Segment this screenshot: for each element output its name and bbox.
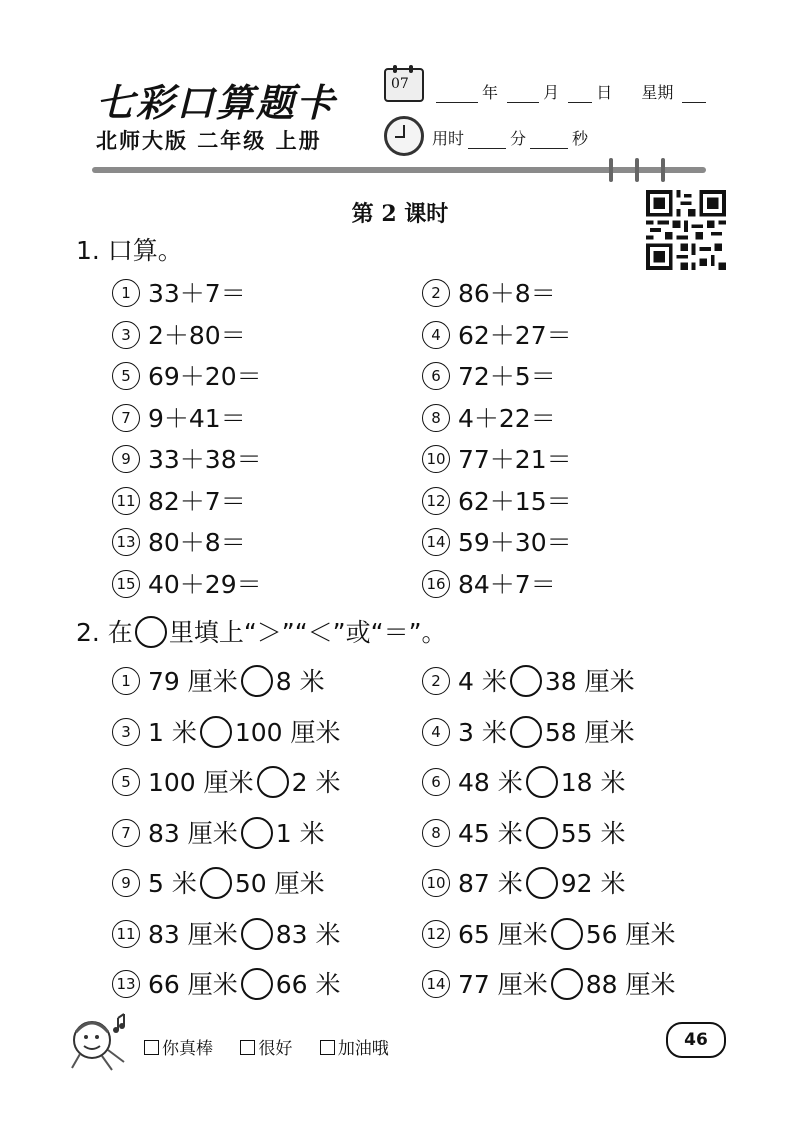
section-2-heading-pre: 2. 在 bbox=[76, 618, 133, 647]
answer-circle[interactable] bbox=[241, 968, 273, 1000]
right-quantity: 56 厘米 bbox=[585, 919, 676, 949]
right-quantity: 38 厘米 bbox=[544, 667, 635, 696]
right-quantity: 92 米 bbox=[560, 869, 626, 898]
oral-calc-item bbox=[422, 482, 572, 518]
minutes-label: 分 bbox=[510, 129, 527, 148]
right-quantity: 18 米 bbox=[560, 768, 626, 797]
answer-circle[interactable] bbox=[200, 716, 232, 748]
item-number: 13 bbox=[112, 970, 140, 998]
oral-calc-item bbox=[112, 565, 262, 601]
oral-calc-item bbox=[112, 357, 262, 393]
item-number: 13 bbox=[112, 528, 140, 556]
right-quantity: 58 厘米 bbox=[544, 717, 635, 747]
item-number: 5 bbox=[112, 768, 140, 796]
expression: 80＋8＝ bbox=[148, 528, 246, 557]
oral-calc-item bbox=[422, 357, 556, 393]
right-quantity: 66 米 bbox=[275, 970, 341, 999]
oral-calc-item bbox=[112, 440, 262, 476]
item-number: 7 bbox=[112, 819, 140, 847]
answer-circle[interactable] bbox=[526, 817, 558, 849]
answer-circle[interactable] bbox=[241, 665, 273, 697]
expression: 4＋22＝ bbox=[458, 403, 556, 433]
compare-item bbox=[112, 763, 341, 800]
right-quantity: 1 米 bbox=[275, 818, 325, 848]
expression: 84＋7＝ bbox=[458, 569, 556, 599]
left-quantity: 3 米 bbox=[458, 717, 507, 747]
blank-circle-icon bbox=[135, 616, 167, 648]
oral-calc-item bbox=[112, 399, 246, 435]
expression: 72＋5＝ bbox=[458, 362, 556, 391]
oral-calc-item bbox=[112, 523, 246, 559]
answer-circle[interactable] bbox=[200, 867, 232, 899]
lesson-title: 第 2 课时 bbox=[351, 201, 449, 227]
oral-calc-item bbox=[112, 274, 246, 310]
item-number: 10 bbox=[422, 869, 450, 897]
item-number: 12 bbox=[422, 487, 450, 515]
time-used-label: 用时 bbox=[432, 129, 465, 148]
compare-item bbox=[112, 864, 325, 901]
compare-item bbox=[112, 814, 325, 851]
left-quantity: 4 米 bbox=[458, 667, 507, 696]
right-quantity: 8 米 bbox=[275, 667, 325, 696]
calendar-icon bbox=[384, 68, 424, 102]
calendar-number: 07 bbox=[391, 76, 409, 92]
item-number: 1 bbox=[112, 279, 140, 307]
header-divider bbox=[92, 167, 706, 173]
compare-item bbox=[422, 763, 626, 800]
item-number: 2 bbox=[422, 279, 450, 307]
compare-item bbox=[422, 915, 676, 952]
compare-item bbox=[112, 713, 341, 750]
oral-calc-item bbox=[112, 316, 246, 352]
compare-item bbox=[422, 864, 626, 901]
left-quantity: 83 厘米 bbox=[148, 818, 238, 848]
answer-circle[interactable] bbox=[526, 867, 558, 899]
right-quantity: 55 米 bbox=[560, 818, 626, 848]
boy-mascot-illustration bbox=[62, 1010, 140, 1072]
item-number: 8 bbox=[422, 404, 450, 432]
answer-circle[interactable] bbox=[257, 766, 289, 798]
item-number: 8 bbox=[422, 819, 450, 847]
compare-item bbox=[422, 814, 626, 851]
item-number: 14 bbox=[422, 970, 450, 998]
year-label: 年 bbox=[482, 83, 499, 102]
item-number: 3 bbox=[112, 718, 140, 746]
answer-circle[interactable] bbox=[241, 918, 273, 950]
expression: 33＋7＝ bbox=[148, 279, 246, 308]
item-number: 5 bbox=[112, 362, 140, 390]
weekday-label: 星期 bbox=[641, 83, 674, 102]
rating-label: 加油哦 bbox=[337, 1039, 389, 1059]
clock-icon bbox=[384, 116, 424, 156]
left-quantity: 66 厘米 bbox=[148, 970, 238, 999]
expression: 69＋20＝ bbox=[148, 362, 262, 391]
item-number: 15 bbox=[112, 570, 140, 598]
expression: 77＋21＝ bbox=[458, 445, 572, 474]
item-number: 6 bbox=[422, 768, 450, 796]
expression: 2＋80＝ bbox=[148, 320, 246, 350]
left-quantity: 83 厘米 bbox=[148, 919, 238, 949]
answer-circle[interactable] bbox=[510, 716, 542, 748]
item-number: 10 bbox=[422, 445, 450, 473]
item-number: 12 bbox=[422, 920, 450, 948]
item-number: 9 bbox=[112, 869, 140, 897]
right-quantity: 88 厘米 bbox=[585, 970, 676, 999]
divider-knot bbox=[661, 158, 665, 182]
item-number: 11 bbox=[112, 487, 140, 515]
rating-option[interactable] bbox=[240, 1039, 292, 1059]
left-quantity: 45 米 bbox=[458, 818, 523, 848]
compare-item bbox=[422, 965, 676, 1002]
answer-circle[interactable] bbox=[526, 766, 558, 798]
right-quantity: 2 米 bbox=[291, 768, 341, 797]
left-quantity: 48 米 bbox=[458, 768, 523, 797]
left-quantity: 1 米 bbox=[148, 717, 197, 747]
time-line bbox=[432, 126, 588, 149]
left-quantity: 5 米 bbox=[148, 869, 197, 898]
item-number: 14 bbox=[422, 528, 450, 556]
expression: 82＋7＝ bbox=[148, 486, 246, 516]
expression: 40＋29＝ bbox=[148, 569, 262, 599]
item-number: 4 bbox=[422, 718, 450, 746]
left-quantity: 79 厘米 bbox=[148, 667, 238, 696]
answer-circle[interactable] bbox=[241, 817, 273, 849]
compare-item bbox=[422, 662, 635, 699]
divider-knot bbox=[609, 158, 613, 182]
section-2-heading bbox=[76, 613, 447, 650]
right-quantity: 50 厘米 bbox=[234, 869, 325, 898]
item-number: 6 bbox=[422, 362, 450, 390]
divider-knot bbox=[635, 158, 639, 182]
brand-title: 七彩口算题卡 bbox=[96, 80, 337, 125]
rating-option[interactable] bbox=[320, 1039, 389, 1059]
checkbox-icon[interactable] bbox=[240, 1040, 255, 1055]
rating-option[interactable] bbox=[144, 1039, 213, 1059]
expression: 62＋15＝ bbox=[458, 486, 572, 516]
oral-calc-item bbox=[422, 274, 556, 310]
right-quantity: 100 厘米 bbox=[234, 717, 341, 747]
oral-calc-item bbox=[422, 399, 556, 435]
expression: 9＋41＝ bbox=[148, 403, 246, 433]
left-quantity: 100 厘米 bbox=[148, 768, 254, 797]
left-quantity: 87 米 bbox=[458, 869, 523, 898]
page-number: 46 bbox=[666, 1022, 726, 1058]
item-number: 7 bbox=[112, 404, 140, 432]
item-number: 4 bbox=[422, 321, 450, 349]
expression: 86＋8＝ bbox=[458, 279, 556, 308]
section-2-heading-post: 里填上“＞”“＜”或“＝”。 bbox=[168, 618, 447, 647]
expression: 33＋38＝ bbox=[148, 445, 262, 474]
oral-calc-item bbox=[422, 523, 572, 559]
checkbox-icon[interactable] bbox=[144, 1040, 159, 1055]
item-number: 11 bbox=[112, 920, 140, 948]
item-number: 9 bbox=[112, 445, 140, 473]
rating-label: 你真棒 bbox=[162, 1039, 213, 1059]
rating-label: 很好 bbox=[258, 1039, 293, 1059]
oral-calc-item bbox=[112, 482, 246, 518]
compare-item bbox=[112, 965, 341, 1002]
self-rating bbox=[144, 1034, 411, 1059]
compare-item bbox=[422, 713, 635, 750]
left-quantity: 65 厘米 bbox=[458, 919, 548, 949]
month-label: 月 bbox=[543, 83, 560, 102]
compare-item bbox=[112, 662, 325, 699]
date-line bbox=[432, 80, 710, 103]
oral-calc-item bbox=[422, 440, 572, 476]
item-number: 3 bbox=[112, 321, 140, 349]
right-quantity: 83 米 bbox=[275, 919, 341, 949]
item-number: 16 bbox=[422, 570, 450, 598]
oral-calc-item bbox=[422, 565, 556, 601]
answer-circle[interactable] bbox=[551, 968, 583, 1000]
answer-circle[interactable] bbox=[551, 918, 583, 950]
oral-calc-item bbox=[422, 316, 572, 352]
expression: 62＋27＝ bbox=[458, 320, 572, 350]
expression: 59＋30＝ bbox=[458, 528, 572, 557]
compare-item bbox=[112, 915, 341, 952]
item-number: 1 bbox=[112, 667, 140, 695]
checkbox-icon[interactable] bbox=[320, 1040, 335, 1055]
qr-code[interactable] bbox=[646, 190, 726, 270]
left-quantity: 77 厘米 bbox=[458, 970, 548, 999]
section-1-heading: 1. 口算。 bbox=[76, 236, 183, 265]
edition-label: 北师大版 二年级 上册 bbox=[96, 129, 322, 153]
item-number: 2 bbox=[422, 667, 450, 695]
answer-circle[interactable] bbox=[510, 665, 542, 697]
day-label: 日 bbox=[596, 83, 613, 102]
seconds-label: 秒 bbox=[572, 129, 589, 148]
